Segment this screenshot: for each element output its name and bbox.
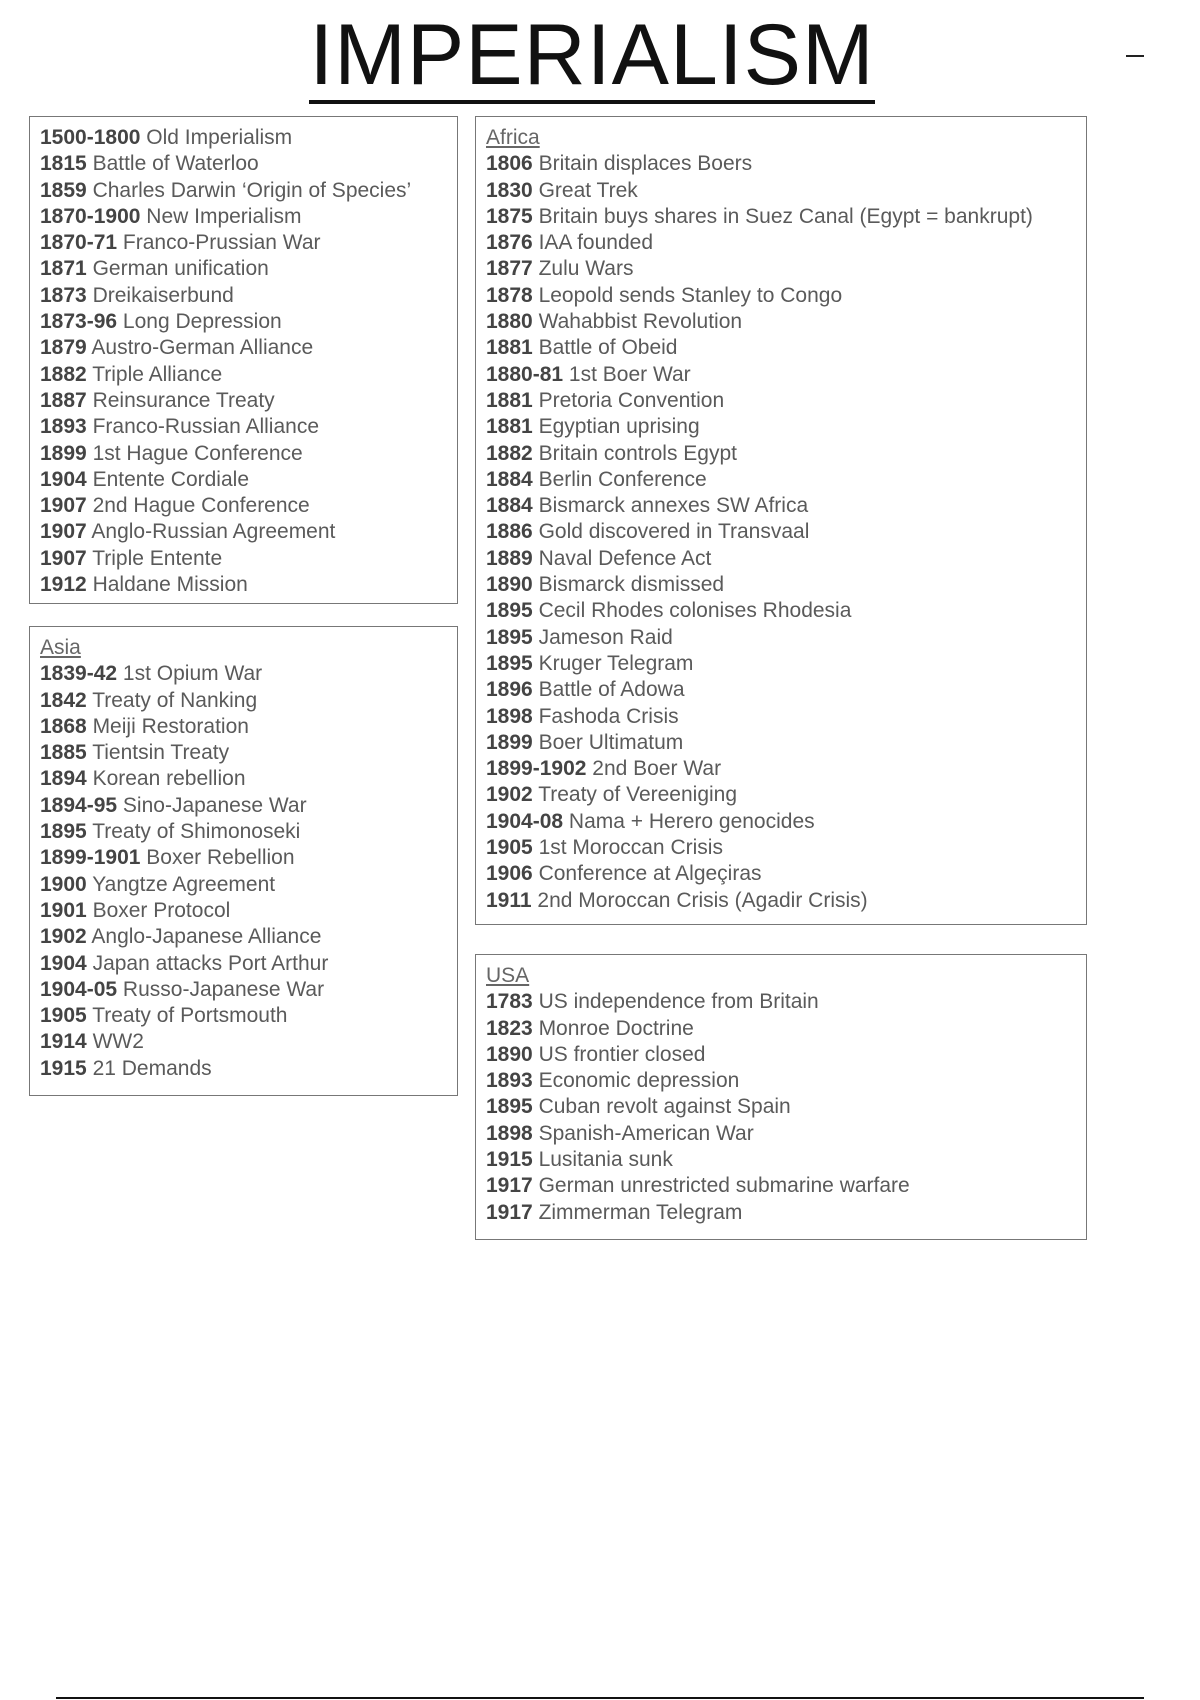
timeline-row	[486, 493, 1076, 519]
timeline-year: 1875	[486, 204, 533, 228]
timeline-row	[40, 441, 447, 467]
timeline-row	[40, 951, 447, 977]
timeline-event: Zimmerman Telegram	[538, 1200, 743, 1224]
timeline-year: 1882	[40, 362, 87, 386]
timeline-row	[40, 388, 447, 414]
timeline-row	[486, 598, 1076, 624]
timeline-event: Entente Cordiale	[92, 467, 249, 491]
timeline-year: 1905	[40, 1004, 87, 1028]
timeline-event: Kruger Telegram	[538, 651, 694, 675]
timeline-year: 1876	[486, 231, 533, 255]
timeline-row	[40, 309, 447, 335]
timeline-row	[486, 1016, 1076, 1042]
timeline-event: Battle of Obeid	[538, 336, 678, 360]
timeline-event: Battle of Adowa	[538, 678, 685, 702]
timeline-year: 1823	[486, 1016, 533, 1040]
timeline-event: Britain controls Egypt	[538, 441, 737, 465]
timeline-row	[486, 335, 1076, 361]
africa-heading: Africa	[486, 126, 540, 149]
timeline-year: 1906	[486, 862, 533, 886]
timeline-event: Treaty of Portsmouth	[92, 1004, 288, 1028]
timeline-year: 1907	[40, 546, 87, 570]
timeline-year: 1842	[40, 688, 87, 712]
timeline-year: 1890	[486, 1042, 533, 1066]
timeline-row	[486, 309, 1076, 335]
timeline-event: Treaty of Shimonoseki	[92, 820, 301, 844]
timeline-event: 2nd Hague Conference	[92, 494, 310, 518]
asia-timeline-list	[40, 661, 447, 1082]
timeline-year: 1901	[40, 898, 87, 922]
timeline-event: Reinsurance Treaty	[92, 388, 275, 412]
timeline-event: US frontier closed	[538, 1042, 706, 1066]
timeline-row	[40, 414, 447, 440]
timeline-year: 1881	[486, 388, 533, 412]
timeline-row	[486, 362, 1076, 388]
timeline-row	[486, 1094, 1076, 1120]
timeline-row	[486, 388, 1076, 414]
timeline-year: 1893	[486, 1069, 533, 1093]
timeline-event: Bismarck annexes SW Africa	[538, 494, 809, 518]
page-title	[0, 7, 1184, 104]
timeline-event: Charles Darwin ‘Origin of Species’	[92, 178, 412, 202]
timeline-year: 1915	[486, 1148, 533, 1172]
timeline-event: Jameson Raid	[538, 625, 673, 649]
timeline-row	[40, 151, 447, 177]
timeline-row	[486, 1200, 1076, 1226]
timeline-row	[486, 651, 1076, 677]
timeline-row	[40, 845, 447, 871]
timeline-event: Anglo-Russian Agreement	[91, 520, 336, 544]
timeline-event: New Imperialism	[146, 204, 302, 228]
timeline-year: 1783	[486, 990, 533, 1014]
usa-heading: USA	[486, 964, 530, 987]
timeline-year: 1902	[40, 925, 87, 949]
timeline-year: 1806	[486, 152, 533, 176]
timeline-row	[40, 819, 447, 845]
timeline-row	[40, 493, 447, 519]
timeline-year: 1870-71	[40, 231, 118, 255]
timeline-year: 1873	[40, 283, 87, 307]
timeline-year: 1882	[486, 441, 533, 465]
timeline-row	[486, 1121, 1076, 1147]
timeline-event: 1st Opium War	[122, 662, 263, 686]
timeline-event: Zulu Wars	[538, 257, 634, 281]
timeline-year: 1915	[40, 1056, 87, 1080]
timeline-row	[486, 1042, 1076, 1068]
usa-timeline-list	[486, 989, 1076, 1226]
timeline-event: Russo-Japanese War	[122, 977, 325, 1001]
timeline-row	[486, 888, 1076, 914]
timeline-row	[40, 688, 447, 714]
timeline-year: 1902	[486, 783, 533, 807]
timeline-row	[40, 740, 447, 766]
timeline-row	[486, 519, 1076, 545]
timeline-event: Franco-Russian Alliance	[92, 415, 319, 439]
timeline-event: Naval Defence Act	[538, 546, 712, 570]
timeline-row	[40, 793, 447, 819]
timeline-row	[40, 898, 447, 924]
timeline-row	[486, 1173, 1076, 1199]
timeline-event: Britain buys shares in Suez Canal (Egypt = bankrupt)	[538, 204, 1033, 228]
timeline-row	[40, 204, 447, 230]
timeline-year: 1900	[40, 872, 87, 896]
timeline-event: Austro-German Alliance	[91, 336, 314, 360]
timeline-row	[40, 872, 447, 898]
timeline-event: 2nd Moroccan Crisis (Agadir Crisis)	[537, 888, 868, 912]
timeline-event: 1st Moroccan Crisis	[538, 836, 723, 860]
timeline-year: 1895	[40, 820, 87, 844]
timeline-event: Bismarck dismissed	[538, 573, 725, 597]
timeline-year: 1917	[486, 1174, 533, 1198]
timeline-event: Boer Ultimatum	[538, 730, 684, 754]
timeline-event: Anglo-Japanese Alliance	[91, 925, 322, 949]
timeline-year: 1873-96	[40, 310, 118, 334]
timeline-row	[486, 178, 1076, 204]
timeline-row	[486, 835, 1076, 861]
timeline-event: German unrestricted submarine warfare	[538, 1174, 910, 1198]
timeline-year: 1886	[486, 520, 533, 544]
timeline-year: 1895	[486, 1095, 533, 1119]
timeline-year: 1914	[40, 1030, 87, 1054]
timeline-year: 1894-95	[40, 793, 118, 817]
usa-timeline-box	[475, 954, 1087, 1240]
timeline-year: 1899-1901	[40, 846, 141, 870]
timeline-year: 1885	[40, 741, 87, 765]
timeline-year: 1905	[486, 836, 533, 860]
timeline-row	[486, 782, 1076, 808]
timeline-row	[486, 730, 1076, 756]
timeline-event: Franco-Prussian War	[122, 231, 321, 255]
timeline-event: Yangtze Agreement	[92, 872, 276, 896]
timeline-row	[486, 989, 1076, 1015]
timeline-year: 1907	[40, 520, 87, 544]
asia-timeline-box	[29, 626, 458, 1096]
timeline-event: US independence from Britain	[538, 990, 819, 1014]
timeline-event: WW2	[92, 1030, 144, 1054]
timeline-year: 1896	[486, 678, 533, 702]
timeline-event: Triple Entente	[92, 546, 223, 570]
timeline-event: Boxer Protocol	[92, 898, 231, 922]
timeline-event: Monroe Doctrine	[538, 1016, 694, 1040]
timeline-row	[486, 283, 1076, 309]
timeline-row	[486, 572, 1076, 598]
timeline-row	[40, 977, 447, 1003]
timeline-event: Tientsin Treaty	[92, 741, 230, 765]
timeline-row	[40, 256, 447, 282]
timeline-row	[40, 335, 447, 361]
asia-heading: Asia	[40, 636, 81, 659]
timeline-row	[40, 546, 447, 572]
timeline-row	[40, 283, 447, 309]
timeline-row	[486, 809, 1076, 835]
timeline-row	[486, 256, 1076, 282]
timeline-year: 1877	[486, 257, 533, 281]
timeline-row	[486, 677, 1076, 703]
timeline-year: 1859	[40, 178, 87, 202]
general-timeline-list	[40, 125, 447, 598]
timeline-event: Treaty of Nanking	[92, 688, 258, 712]
timeline-year: 1907	[40, 494, 87, 518]
timeline-row	[40, 714, 447, 740]
timeline-year: 1904-08	[486, 809, 564, 833]
timeline-row	[486, 1068, 1076, 1094]
timeline-event: Egyptian uprising	[538, 415, 700, 439]
timeline-event: Economic depression	[538, 1069, 740, 1093]
timeline-year: 1899-1902	[486, 757, 587, 781]
timeline-year: 1500-1800	[40, 126, 141, 149]
timeline-year: 1839-42	[40, 662, 118, 686]
general-timeline-box	[29, 116, 458, 604]
timeline-year: 1904-05	[40, 977, 118, 1001]
timeline-year: 1898	[486, 704, 533, 728]
timeline-year: 1884	[486, 494, 533, 518]
timeline-row	[486, 230, 1076, 256]
timeline-year: 1880-81	[486, 362, 564, 386]
timeline-row	[486, 204, 1076, 230]
timeline-row	[486, 756, 1076, 782]
timeline-event: Old Imperialism	[146, 126, 293, 149]
timeline-year: 1881	[486, 415, 533, 439]
timeline-year: 1895	[486, 599, 533, 623]
timeline-year: 1884	[486, 467, 533, 491]
timeline-event: Conference at Algeçiras	[538, 862, 762, 886]
timeline-event: Korean rebellion	[92, 767, 246, 791]
timeline-year: 1895	[486, 651, 533, 675]
timeline-row	[486, 441, 1076, 467]
timeline-row	[486, 704, 1076, 730]
timeline-year: 1895	[486, 625, 533, 649]
timeline-year: 1917	[486, 1200, 533, 1224]
timeline-row	[486, 414, 1076, 440]
timeline-year: 1894	[40, 767, 87, 791]
timeline-row	[40, 661, 447, 687]
timeline-row	[40, 125, 447, 151]
timeline-event: Boxer Rebellion	[146, 846, 295, 870]
africa-timeline-box	[475, 116, 1087, 925]
timeline-row	[486, 625, 1076, 651]
timeline-event: Lusitania sunk	[538, 1148, 673, 1172]
timeline-row	[486, 861, 1076, 887]
timeline-event: Treaty of Vereeniging	[538, 783, 738, 807]
timeline-event: Pretoria Convention	[538, 388, 725, 412]
timeline-event: Wahabbist Revolution	[538, 310, 743, 334]
timeline-year: 1889	[486, 546, 533, 570]
timeline-event: Haldane Mission	[92, 573, 248, 597]
timeline-year: 1830	[486, 178, 533, 202]
timeline-event: German unification	[92, 257, 269, 281]
timeline-event: Cecil Rhodes colonises Rhodesia	[538, 599, 852, 623]
timeline-year: 1868	[40, 714, 87, 738]
timeline-year: 1898	[486, 1121, 533, 1145]
timeline-row	[40, 230, 447, 256]
timeline-row	[40, 467, 447, 493]
timeline-event: 1st Hague Conference	[92, 441, 303, 465]
timeline-year: 1890	[486, 573, 533, 597]
timeline-year: 1871	[40, 257, 87, 281]
timeline-year: 1815	[40, 152, 87, 176]
timeline-event: Sino-Japanese War	[122, 793, 307, 817]
timeline-year: 1904	[40, 951, 87, 975]
timeline-year: 1878	[486, 283, 533, 307]
timeline-row	[40, 766, 447, 792]
timeline-event: Long Depression	[122, 310, 282, 334]
timeline-row	[40, 178, 447, 204]
timeline-event: Battle of Waterloo	[92, 152, 259, 176]
timeline-event: Meiji Restoration	[92, 714, 249, 738]
timeline-event: Dreikaiserbund	[92, 283, 234, 307]
timeline-row	[486, 151, 1076, 177]
timeline-event: Berlin Conference	[538, 467, 707, 491]
timeline-row	[40, 1003, 447, 1029]
corner-dash	[1126, 55, 1144, 57]
timeline-row	[40, 572, 447, 598]
bottom-rule	[56, 1697, 1144, 1699]
timeline-row	[40, 1056, 447, 1082]
timeline-year: 1879	[40, 336, 87, 360]
timeline-row	[40, 362, 447, 388]
timeline-year: 1911	[486, 888, 532, 912]
timeline-row	[486, 1147, 1076, 1173]
timeline-year: 1887	[40, 388, 87, 412]
timeline-year: 1880	[486, 310, 533, 334]
timeline-year: 1899	[486, 730, 533, 754]
timeline-event: IAA founded	[538, 231, 653, 255]
timeline-event: Fashoda Crisis	[538, 704, 679, 728]
timeline-year: 1870-1900	[40, 204, 141, 228]
timeline-row	[40, 924, 447, 950]
timeline-event: Cuban revolt against Spain	[538, 1095, 791, 1119]
timeline-event: 1st Boer War	[568, 362, 691, 386]
timeline-row	[40, 519, 447, 545]
timeline-event: Great Trek	[538, 178, 638, 202]
timeline-event: Nama + Herero genocides	[568, 809, 815, 833]
timeline-year: 1881	[486, 336, 533, 360]
timeline-year: 1904	[40, 467, 87, 491]
timeline-event: Gold discovered in Transvaal	[538, 520, 810, 544]
timeline-event: Britain displaces Boers	[538, 152, 753, 176]
timeline-year: 1912	[40, 573, 87, 597]
timeline-event: Spanish-American War	[538, 1121, 754, 1145]
timeline-row	[486, 467, 1076, 493]
timeline-event: Triple Alliance	[92, 362, 223, 386]
timeline-event: Leopold sends Stanley to Congo	[538, 283, 843, 307]
timeline-year: 1899	[40, 441, 87, 465]
timeline-row	[40, 1029, 447, 1055]
timeline-year: 1893	[40, 415, 87, 439]
timeline-row	[486, 546, 1076, 572]
timeline-event: Japan attacks Port Arthur	[92, 951, 329, 975]
timeline-event: 21 Demands	[92, 1056, 212, 1080]
timeline-event: 2nd Boer War	[592, 757, 722, 781]
title-text: IMPERIALISM	[309, 7, 875, 103]
africa-timeline-list	[486, 151, 1076, 914]
